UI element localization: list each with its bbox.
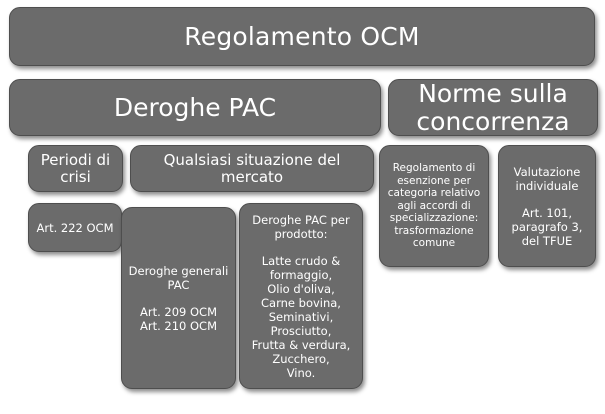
prodotto-item: formaggio, xyxy=(269,267,333,282)
valutazione-art-2: paragrafo 3, xyxy=(511,219,583,234)
norme-concorrenza-box xyxy=(388,79,598,136)
prodotto-item: Frutta & verdura, xyxy=(251,337,351,352)
esenzione-line: categoria relativo xyxy=(387,187,481,200)
art-222-box xyxy=(28,203,122,252)
situazione-line-1: Qualsiasi situazione del xyxy=(163,150,341,169)
generali-line-2: PAC xyxy=(167,277,190,292)
esenzione-line: agli accordi di xyxy=(397,199,471,212)
deroghe-pac-title: Deroghe PAC xyxy=(113,92,277,122)
valutazione-art-1: Art. 101, xyxy=(521,205,572,220)
periodi-line-2: crisi xyxy=(60,167,91,186)
regolamento-ocm-title: Regolamento OCM xyxy=(184,22,420,51)
prodotto-heading-2: prodotto: xyxy=(274,226,328,241)
esenzione-line: comune xyxy=(412,237,456,250)
deroghe-pac-box xyxy=(9,79,381,136)
periodi-line-1: Periodi di xyxy=(40,150,111,169)
valutazione-individuale-box xyxy=(498,145,596,267)
esenzione-line: Regolamento di xyxy=(392,162,476,175)
valutazione-line-1: Valutazione xyxy=(513,164,581,179)
generali-line-1: Deroghe generali xyxy=(128,263,229,278)
prodotto-item: Carne bovina, xyxy=(261,295,341,310)
deroghe-per-prodotto-box xyxy=(239,203,363,389)
regolamento-ocm-box xyxy=(9,7,595,66)
periodi-crisi-box xyxy=(28,145,123,192)
valutazione-art-3: del TFUE xyxy=(521,233,573,248)
deroghe-generali-box xyxy=(121,207,236,389)
prodotto-item: Zucchero, xyxy=(272,351,330,366)
generali-art-2: Art. 210 OCM xyxy=(139,318,217,333)
norme-line-2: concorrenza xyxy=(416,106,570,136)
valutazione-line-2: individuale xyxy=(515,178,579,193)
generali-art-1: Art. 209 OCM xyxy=(139,304,217,319)
prodotto-heading-1: Deroghe PAC per xyxy=(252,212,350,227)
esenzione-line: specializzazione: xyxy=(389,212,479,225)
norme-line-1: Norme sulla xyxy=(418,78,568,108)
esenzione-line: esenzione per xyxy=(397,174,471,187)
esenzione-line: trasformazione xyxy=(394,224,474,237)
regolamento-esenzione-box xyxy=(379,145,489,267)
prodotto-item: Seminativi, xyxy=(268,309,334,324)
situazione-line-2: mercato xyxy=(220,167,284,186)
art-222-text: Art. 222 OCM xyxy=(36,220,114,235)
qualsiasi-situazione-box xyxy=(130,145,374,192)
prodotto-item: Vino. xyxy=(286,365,316,380)
prodotto-item: Latte crudo & xyxy=(261,253,341,268)
prodotto-item: Olio d'oliva, xyxy=(267,281,335,296)
prodotto-item: Prosciutto, xyxy=(270,323,332,338)
